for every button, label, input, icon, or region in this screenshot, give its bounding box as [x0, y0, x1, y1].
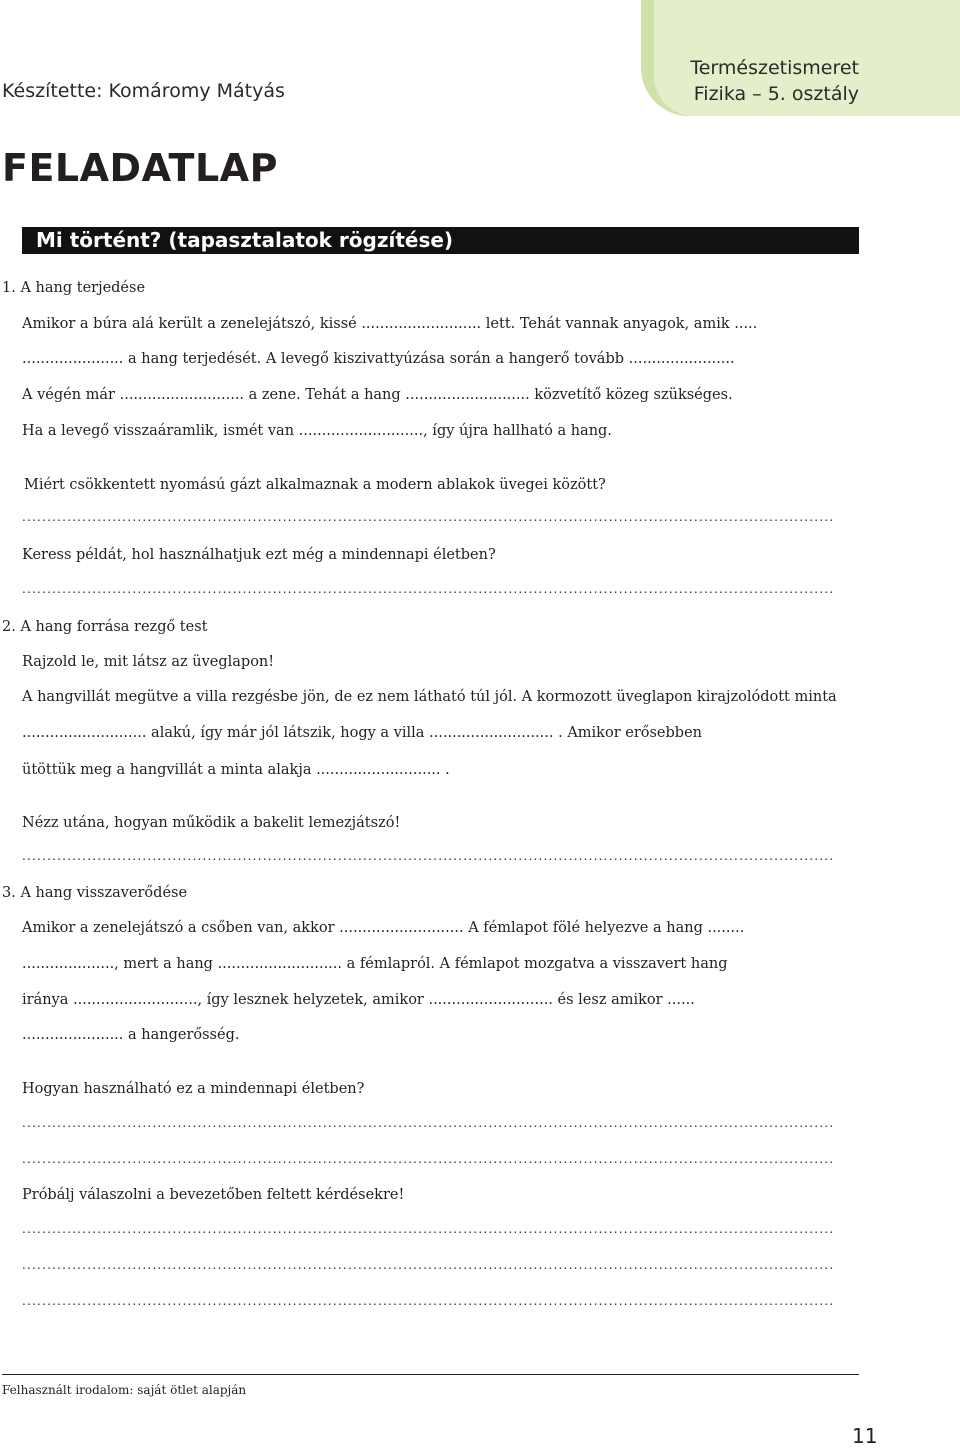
section-header-bar	[22, 227, 859, 254]
subject-label	[690, 55, 859, 107]
answer-line[interactable]: ..................................................................................................................................................................	[22, 1294, 835, 1308]
part3-line1: Amikor a zenelejátszó a csőben van, akkor ........................... A fémlapot fölé helyezve a hang ........	[22, 920, 745, 936]
part1-heading: 1. A hang terjedése	[2, 280, 146, 296]
part2-question-1: Nézz utána, hogyan működik a bakelit lemezjátszó!	[22, 815, 401, 831]
part2-task: Rajzold le, mit látsz az üveglapon!	[22, 654, 275, 670]
footer-divider	[2, 1374, 859, 1375]
part3-line4: ...................... a hangerősség.	[22, 1027, 240, 1043]
part1-question-1: Miért csökkentett nyomású gázt alkalmaznak a modern ablakok üvegei között?	[24, 477, 606, 493]
answer-line[interactable]: ..................................................................................................................................................................	[22, 1152, 835, 1166]
part2-heading: 2. A hang forrása rezgő test	[2, 619, 208, 635]
answer-line[interactable]: ..................................................................................................................................................................	[22, 582, 835, 596]
page-number: 11	[852, 1424, 878, 1448]
subject-line-1: Természetismeret	[690, 57, 859, 79]
answer-line[interactable]: ..................................................................................................................................................................	[22, 1258, 835, 1272]
part3-heading: 3. A hang visszaverődése	[2, 885, 188, 901]
part3-question-1: Hogyan használható ez a mindennapi életben?	[22, 1081, 365, 1097]
part1-line2: ...................... a hang terjedését. A levegő kiszivattyúzása során a hangerő tovább .......................	[22, 351, 735, 367]
part1-question-2: Keress példát, hol használhatjuk ezt még a mindennapi életben?	[22, 547, 496, 563]
part3-line2: ...................., mert a hang ........................... a fémlapról. A fémlapot mozgatva a visszavert hang	[22, 956, 728, 972]
section-header-text: Mi történt? (tapasztalatok rögzítése)	[36, 228, 454, 252]
part3-question-2: Próbálj válaszolni a bevezetőben feltett kérdésekre!	[22, 1187, 405, 1203]
part2-line1: A hangvillát megütve a villa rezgésbe jön, de ez nem látható túl jól. A kormozott üveglapon kirajzolódott minta	[22, 689, 837, 705]
answer-line[interactable]: ..................................................................................................................................................................	[22, 1116, 835, 1130]
subject-line-2: Fizika – 5. osztály	[693, 83, 859, 105]
page-title: FELADATLAP	[2, 146, 278, 190]
part1-line4: Ha a levegő visszaáramlik, ismét van ..........................., így újra hallható a hang.	[22, 423, 612, 439]
answer-line[interactable]: ..................................................................................................................................................................	[22, 1222, 835, 1236]
author-line: Készítette: Komáromy Mátyás	[2, 80, 285, 102]
footer-source: Felhasznált irodalom: saját ötlet alapján	[2, 1383, 247, 1397]
part1-line1: Amikor a búra alá került a zenelejátszó, kissé .......................... lett. Tehát vannak anyagok, amik .....	[22, 316, 758, 332]
answer-line[interactable]: ..................................................................................................................................................................	[22, 849, 835, 863]
part1-line3: A végén már ........................... a zene. Tehát a hang ........................... közvetítő közeg szükséges.	[22, 387, 733, 403]
part3-line3: iránya ..........................., így lesznek helyzetek, amikor ........................... és lesz amikor ......	[22, 992, 695, 1008]
part2-line2: ........................... alakú, így már jól látszik, hogy a villa ........................... . Amikor erősebben	[22, 725, 702, 741]
part2-line3: ütöttük meg a hangvillát a minta alakja ........................... .	[22, 762, 450, 778]
answer-line[interactable]: ..................................................................................................................................................................	[22, 510, 835, 524]
